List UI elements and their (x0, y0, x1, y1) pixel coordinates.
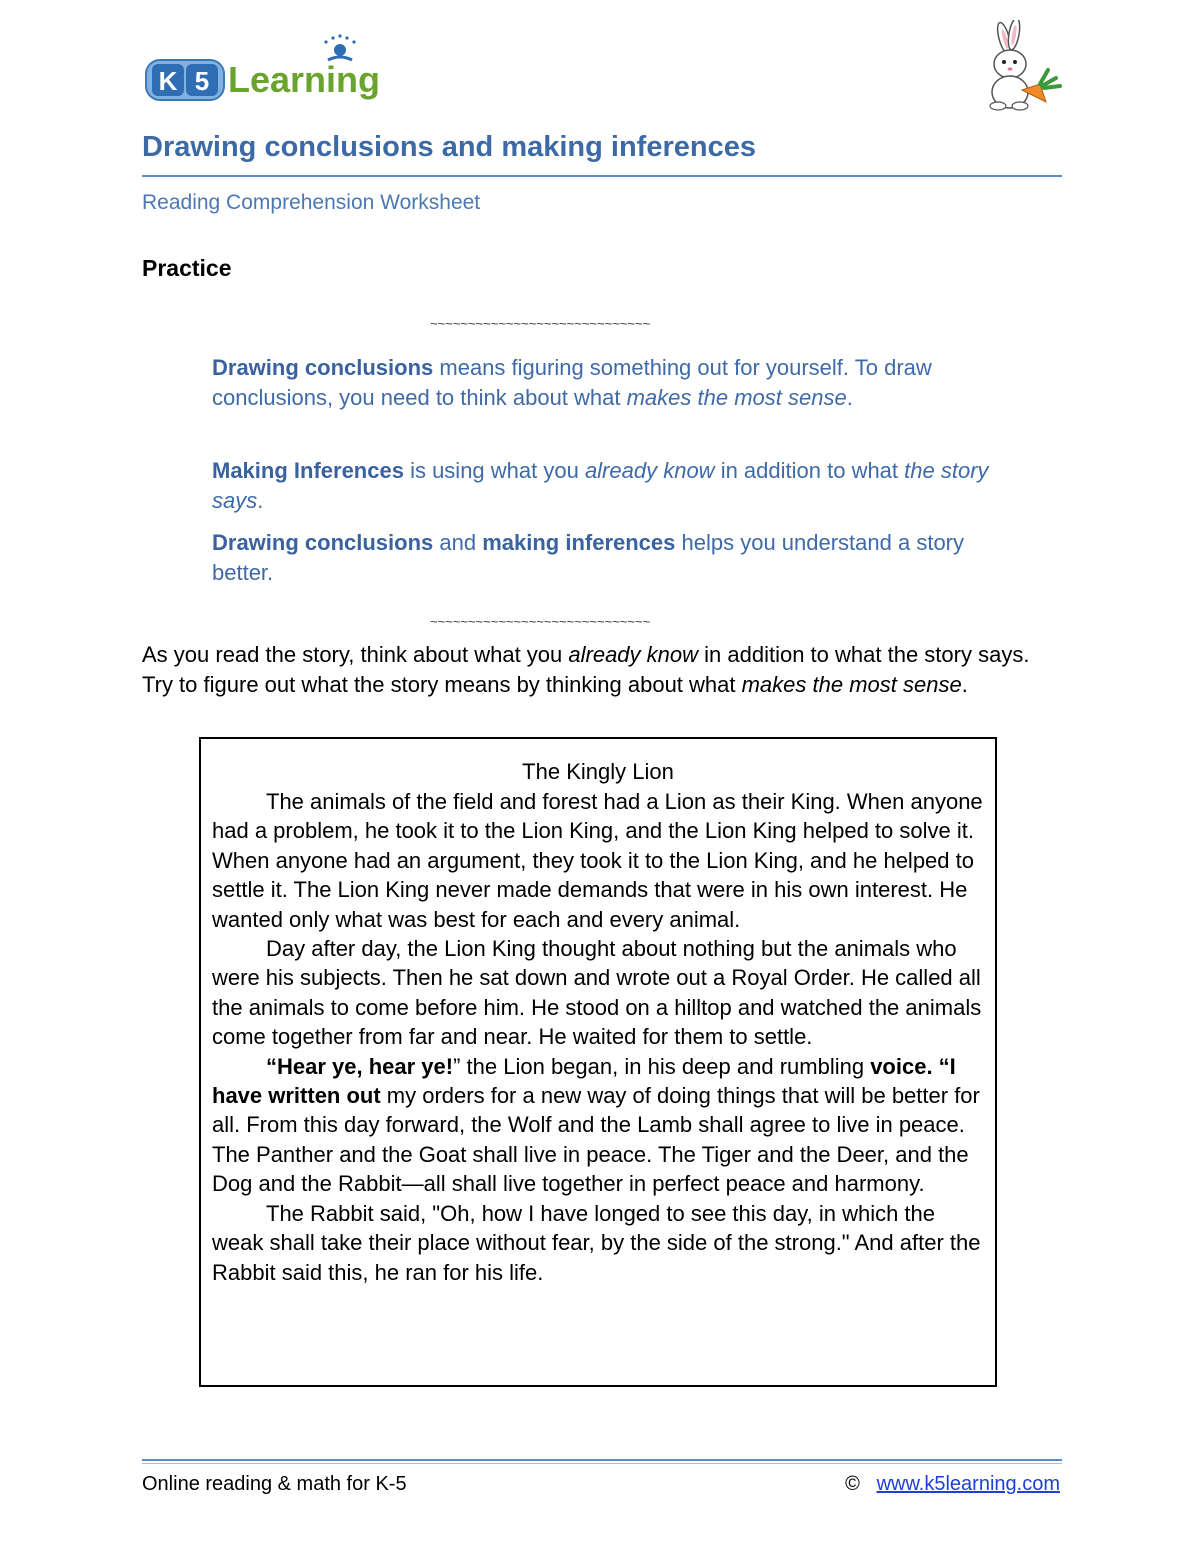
story-box (199, 737, 997, 1387)
k5-learning-logo (140, 34, 410, 106)
definition-summary (212, 528, 1002, 588)
definition-making-inferences (212, 456, 1002, 516)
story-bold-text: voice. “I have written out (212, 1053, 956, 1109)
instructions-text: As you read the story, think about what you (142, 642, 569, 667)
tilde-separator-top: ~~~~~~~~~~~~~~~~~~~~~~~~~~~~~ (430, 316, 651, 331)
copyright-symbol: © (845, 1473, 860, 1495)
story-title: The Kingly Lion (522, 759, 674, 784)
definition-text: in addition to what (714, 458, 905, 483)
definition-term: Making Inferences (212, 458, 404, 483)
definition-emphasis: the story says (212, 458, 989, 513)
bunny-carrot-illustration (984, 20, 1064, 112)
definition-text: helps you understand a story better. (212, 530, 965, 585)
svg-text:Learning: Learning (228, 59, 381, 100)
section-heading: Practice (142, 255, 232, 281)
title-divider (142, 175, 1062, 177)
footer-divider-thin (142, 1463, 1062, 1464)
definition-term: Drawing conclusions (212, 355, 434, 380)
footer-divider (142, 1459, 1062, 1461)
definition-emphasis: already know (584, 458, 715, 483)
story-paragraph-4: The Rabbit said, "Oh, how I have longed to see this day, in which the weak shall take their place without fear, by the side of the strong." And after the Rabbit said this, he ran for his life. (212, 1200, 981, 1285)
definition-text: . (846, 385, 853, 410)
instructions-text: in addition to what the story says. Try to figure out what the story means by thinking about what (142, 642, 1030, 697)
instructions-text: . (961, 671, 968, 697)
story-text: my orders for a new way of doing things that will be better for all. From this day forward, the Wolf and the Lamb shall agree to live in peace. The Panther and the Goat shall live in peace. The Tiger and the Deer, and the Dog and the Rabbit—all shall live together in perfect peace and harmony. (212, 1083, 980, 1197)
page-title: Drawing conclusions and making inferences (142, 131, 756, 163)
definition-term: making inferences (482, 530, 676, 555)
svg-text:5: 5 (194, 66, 210, 96)
definition-emphasis: makes the most sense (626, 385, 847, 410)
instructions-emphasis: already know (568, 642, 699, 667)
definition-text: is using what you (403, 458, 585, 483)
story-paragraph-2: Day after day, the Lion King thought about nothing but the animals who were his subjects. Then he sat down and wrote out a Royal Order. He called all the animals to come before him. He stood on a hilltop and watched the animals come together from far and near. He waited for them to settle. (212, 936, 982, 1050)
k5learning-link[interactable]: www.k5learning.com (876, 1473, 1060, 1495)
definition-text: . (257, 488, 264, 513)
definition-text: and (433, 530, 483, 555)
story-bold-text: “Hear ye, hear ye! (266, 1053, 454, 1079)
instructions-emphasis: makes the most sense (741, 671, 962, 697)
footer-copyright (845, 1473, 1060, 1496)
definition-text: means figuring something out for yourself. To draw conclusions, you need to think about what (212, 355, 932, 410)
story-paragraph-3 (212, 1052, 992, 1199)
story-text: ” the Lion began, in his deep and rumbling (453, 1053, 871, 1079)
story-body (212, 787, 992, 1287)
story-paragraph-1: The animals of the field and forest had a Lion as their King. When anyone had a problem, he took it to the Lion King, and the Lion King helped to solve it. When anyone had an argument, they took it to the Lion King, and he helped to settle it. The Lion King never made demands that were in his own interest. He wanted only what was best for each and every animal. (212, 789, 983, 932)
footer-tagline: Online reading & math for K-5 (142, 1473, 407, 1495)
definition-term: Drawing conclusions (212, 530, 434, 555)
svg-text:K: K (158, 66, 178, 96)
definition-drawing-conclusions (212, 353, 1002, 413)
instructions (142, 640, 1057, 699)
page-subtitle: Reading Comprehension Worksheet (142, 191, 481, 214)
tilde-separator-bottom: ~~~~~~~~~~~~~~~~~~~~~~~~~~~~~ (430, 614, 651, 629)
